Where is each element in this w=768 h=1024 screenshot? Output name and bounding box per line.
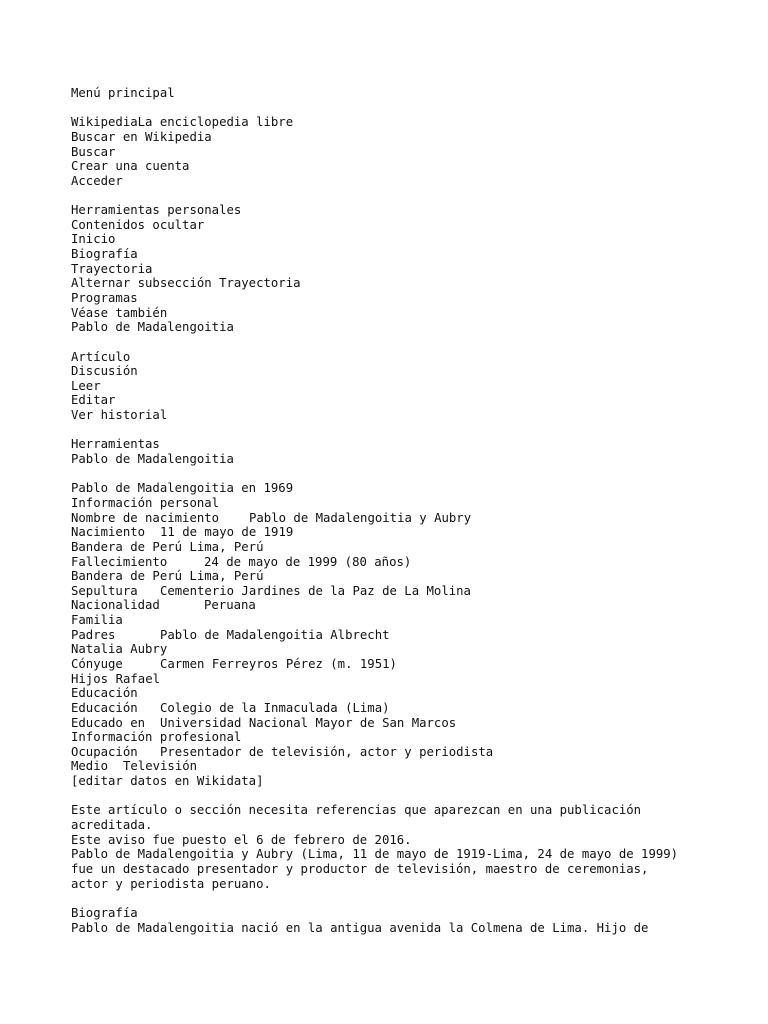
toc-item-biografia[interactable]: Biografía	[71, 247, 138, 262]
search-button[interactable]: Buscar	[71, 144, 116, 159]
infobox-value: Peruana	[204, 598, 256, 613]
infobox-label: Ocupación	[71, 744, 138, 759]
page-text	[71, 86, 731, 935]
infobox-label: Educación	[71, 700, 138, 715]
infobox-value: Carmen Ferreyros Pérez (m. 1951)	[160, 656, 397, 671]
infobox-label: Educado en	[71, 715, 146, 730]
infobox-birth-place[interactable]: Bandera de Perú Lima, Perú	[71, 539, 264, 554]
infobox-label: Fallecimiento	[71, 554, 168, 569]
infobox-value[interactable]: 11 de mayo de 1919	[160, 525, 294, 540]
infobox-label: Nombre de nacimiento	[71, 510, 220, 525]
infobox-label: Sepultura	[71, 583, 138, 598]
tab-history[interactable]: Ver historial	[71, 408, 168, 423]
infobox-label: Nacionalidad	[71, 598, 160, 613]
tab-read[interactable]: Leer	[71, 378, 101, 393]
infobox-caption: Pablo de Madalengoitia en 1969	[71, 481, 294, 496]
infobox-death-place[interactable]: Bandera de Perú Lima, Perú	[71, 569, 264, 584]
infobox-value[interactable]: Pablo de Madalengoitia Albrecht	[160, 627, 390, 642]
toc-item-inicio[interactable]: Inicio	[71, 232, 116, 247]
toc-item-vease-tambien[interactable]: Véase también	[71, 305, 168, 320]
infobox-row-parents	[71, 628, 731, 643]
intro-paragraph: fue un destacado presentador y productor de televisión, maestro de ceremonias,	[71, 861, 649, 876]
wikipedia-logo-link[interactable]: WikipediaLa enciclopedia libre	[71, 115, 294, 130]
notice-text: Este artículo o sección necesita referencias que aparezcan en una publicación	[71, 803, 642, 818]
infobox-row-spouse	[71, 657, 731, 672]
infobox-value: Rafael	[115, 671, 161, 686]
create-account-link[interactable]: Crear una cuenta	[71, 159, 190, 174]
infobox-label: Hijos	[71, 671, 109, 686]
infobox-value[interactable]: Colegio de la Inmaculada (Lima)	[160, 700, 390, 715]
infobox-value[interactable]: Televisión	[123, 759, 198, 774]
infobox-row-death	[71, 555, 731, 570]
infobox-row-occupation	[71, 745, 731, 760]
toc-item-trayectoria[interactable]: Trayectoria	[71, 261, 153, 276]
infobox-header-professional: Información profesional	[71, 730, 242, 745]
infobox-row-educated	[71, 716, 731, 731]
tools-menu[interactable]: Herramientas	[71, 437, 160, 452]
infobox-label: Cónyuge	[71, 656, 123, 671]
infobox-label: Nacimiento	[71, 525, 146, 540]
infobox-row-burial	[71, 584, 731, 599]
main-menu-button[interactable]: Menú principal	[71, 86, 175, 100]
infobox-value[interactable]: Cementerio Jardines de la Paz de La Molina	[160, 583, 471, 598]
search-input[interactable]: Buscar en Wikipedia	[71, 129, 212, 144]
login-link[interactable]: Acceder	[71, 173, 123, 188]
article-heading: Pablo de Madalengoitia	[71, 452, 234, 467]
section-heading-biografia: Biografía	[71, 905, 138, 920]
intro-paragraph: actor y periodista peruano.	[71, 876, 271, 891]
page-title: Pablo de Madalengoitia	[71, 320, 234, 335]
toc-hide-toggle[interactable]: Contenidos ocultar	[71, 217, 205, 232]
tab-discussion[interactable]: Discusión	[71, 364, 138, 379]
tab-edit[interactable]: Editar	[71, 393, 116, 408]
toc-toggle-trayectoria[interactable]: Alternar subsección Trayectoria	[71, 276, 301, 291]
infobox-header-education: Educación	[71, 686, 138, 701]
infobox-value[interactable]: 24 de mayo de 1999 (80 años)	[204, 554, 412, 569]
intro-paragraph: Pablo de Madalengoitia y Aubry (Lima, 11 de mayo de 1919-Lima, 24 de mayo de 1999)	[71, 847, 679, 862]
toc-item-programas[interactable]: Programas	[71, 290, 138, 305]
tab-article[interactable]: Artículo	[71, 349, 131, 364]
infobox-row-children	[71, 672, 731, 687]
notice-text: acreditada.	[71, 818, 153, 833]
infobox-row-birth-name	[71, 511, 731, 526]
infobox-header-personal: Información personal	[71, 495, 220, 510]
infobox-row-medium	[71, 759, 731, 774]
infobox-header-family: Familia	[71, 613, 123, 628]
biography-paragraph: Pablo de Madalengoitia nació en la antigua avenida la Colmena de Lima. Hijo de	[71, 920, 649, 935]
infobox-label: Padres	[71, 627, 116, 642]
infobox-value: Pablo de Madalengoitia y Aubry	[249, 510, 472, 525]
infobox-value[interactable]: Universidad Nacional Mayor de San Marcos	[160, 715, 457, 730]
infobox-row-birth	[71, 525, 731, 540]
infobox-row-education	[71, 701, 731, 716]
edit-wikidata-link[interactable]: [editar datos en Wikidata]	[71, 774, 264, 789]
notice-date: Este aviso fue puesto el 6 de febrero de 2016.	[71, 832, 412, 847]
personal-tools-menu[interactable]: Herramientas personales	[71, 203, 242, 218]
infobox-row-nationality	[71, 598, 731, 613]
infobox-parent-2: Natalia Aubry	[71, 642, 168, 657]
infobox-value: Presentador de televisión, actor y periodista	[160, 744, 494, 759]
infobox-label: Medio	[71, 759, 109, 774]
